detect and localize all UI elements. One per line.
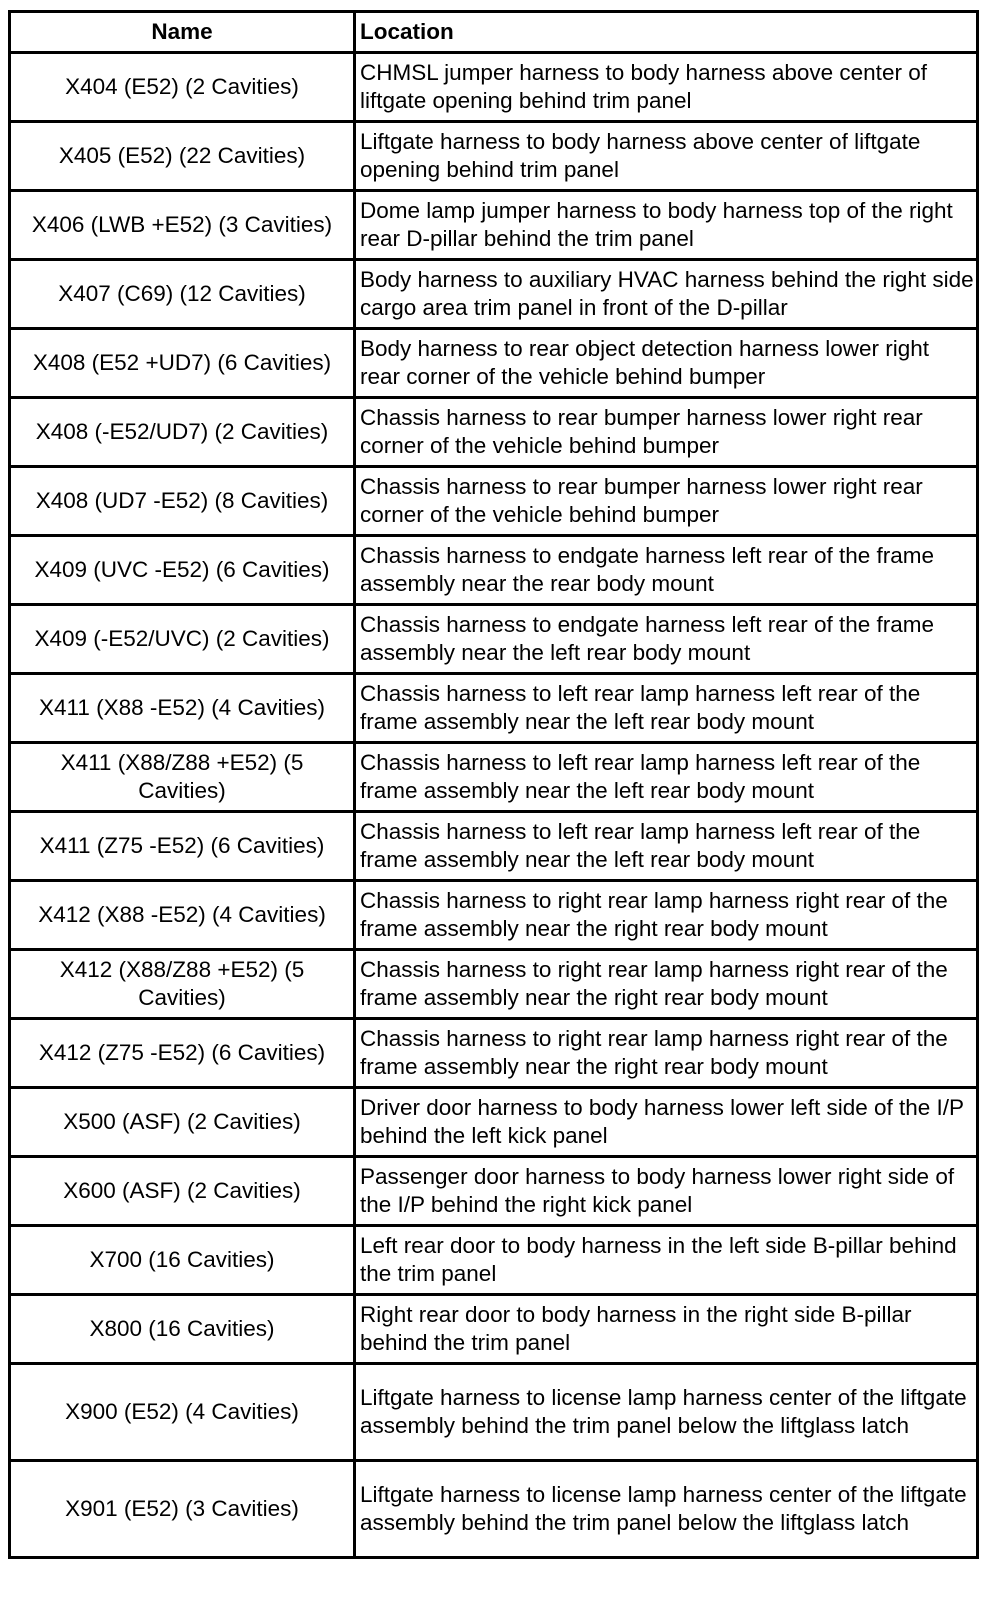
connector-location-cell: Chassis harness to right rear lamp harness right rear of the frame assembly near the right rear body mount xyxy=(355,950,978,1019)
connector-name-cell: X409 (-E52/UVC) (2 Cavities) xyxy=(10,605,355,674)
connector-location-cell: Chassis harness to endgate harness left rear of the frame assembly near the rear body mount xyxy=(355,536,978,605)
column-header-location: Location xyxy=(355,12,978,53)
table-row xyxy=(10,1157,978,1226)
table-row xyxy=(10,1226,978,1295)
table-row xyxy=(10,1088,978,1157)
connector-name-cell: X411 (X88/Z88 +E52) (5 Cavities) xyxy=(10,743,355,812)
table-row xyxy=(10,398,978,467)
connector-location-cell: Chassis harness to right rear lamp harness right rear of the frame assembly near the right rear body mount xyxy=(355,1019,978,1088)
connector-location-cell: Chassis harness to right rear lamp harness right rear of the frame assembly near the right rear body mount xyxy=(355,881,978,950)
table-row xyxy=(10,260,978,329)
connector-location-cell: Right rear door to body harness in the right side B-pillar behind the trim panel xyxy=(355,1295,978,1364)
table-row xyxy=(10,1019,978,1088)
connector-location-cell: Chassis harness to endgate harness left rear of the frame assembly near the left rear body mount xyxy=(355,605,978,674)
connector-location-table-wrapper xyxy=(8,10,976,1559)
connector-name-cell: X405 (E52) (22 Cavities) xyxy=(10,122,355,191)
table-row xyxy=(10,605,978,674)
connector-location-cell: Body harness to auxiliary HVAC harness behind the right side cargo area trim panel in front of the D-pillar xyxy=(355,260,978,329)
connector-location-cell: Dome lamp jumper harness to body harness top of the right rear D-pillar behind the trim panel xyxy=(355,191,978,260)
connector-name-cell: X800 (16 Cavities) xyxy=(10,1295,355,1364)
table-row xyxy=(10,329,978,398)
table-row xyxy=(10,191,978,260)
connector-name-cell: X408 (-E52/UD7) (2 Cavities) xyxy=(10,398,355,467)
connector-name-cell: X408 (E52 +UD7) (6 Cavities) xyxy=(10,329,355,398)
connector-location-cell: Chassis harness to rear bumper harness lower right rear corner of the vehicle behind bumper xyxy=(355,398,978,467)
connector-name-cell: X408 (UD7 -E52) (8 Cavities) xyxy=(10,467,355,536)
connector-location-cell: CHMSL jumper harness to body harness above center of liftgate opening behind trim panel xyxy=(355,53,978,122)
table-row xyxy=(10,1461,978,1558)
connector-name-cell: X600 (ASF) (2 Cavities) xyxy=(10,1157,355,1226)
connector-name-cell: X411 (Z75 -E52) (6 Cavities) xyxy=(10,812,355,881)
connector-location-cell: Chassis harness to left rear lamp harness left rear of the frame assembly near the left rear body mount xyxy=(355,743,978,812)
connector-location-cell: Liftgate harness to license lamp harness center of the liftgate assembly behind the trim panel below the liftglass latch xyxy=(355,1461,978,1558)
connector-name-cell: X409 (UVC -E52) (6 Cavities) xyxy=(10,536,355,605)
connector-name-cell: X900 (E52) (4 Cavities) xyxy=(10,1364,355,1461)
table-header-row xyxy=(10,12,978,53)
connector-name-cell: X411 (X88 -E52) (4 Cavities) xyxy=(10,674,355,743)
connector-location-cell: Liftgate harness to body harness above center of liftgate opening behind trim panel xyxy=(355,122,978,191)
connector-location-cell: Liftgate harness to license lamp harness center of the liftgate assembly behind the trim panel below the liftglass latch xyxy=(355,1364,978,1461)
connector-location-cell: Left rear door to body harness in the left side B-pillar behind the trim panel xyxy=(355,1226,978,1295)
table-row xyxy=(10,950,978,1019)
connector-name-cell: X412 (X88 -E52) (4 Cavities) xyxy=(10,881,355,950)
table-row xyxy=(10,743,978,812)
connector-name-cell: X412 (X88/Z88 +E52) (5 Cavities) xyxy=(10,950,355,1019)
connector-location-table xyxy=(8,10,979,1559)
connector-name-cell: X406 (LWB +E52) (3 Cavities) xyxy=(10,191,355,260)
table-row xyxy=(10,1295,978,1364)
connector-name-cell: X407 (C69) (12 Cavities) xyxy=(10,260,355,329)
connector-name-cell: X412 (Z75 -E52) (6 Cavities) xyxy=(10,1019,355,1088)
connector-location-cell: Body harness to rear object detection harness lower right rear corner of the vehicle behind bumper xyxy=(355,329,978,398)
table-row xyxy=(10,1364,978,1461)
table-row xyxy=(10,536,978,605)
connector-name-cell: X500 (ASF) (2 Cavities) xyxy=(10,1088,355,1157)
column-header-name: Name xyxy=(10,12,355,53)
connector-location-cell: Chassis harness to rear bumper harness lower right rear corner of the vehicle behind bumper xyxy=(355,467,978,536)
table-row xyxy=(10,467,978,536)
connector-name-cell: X901 (E52) (3 Cavities) xyxy=(10,1461,355,1558)
connector-name-cell: X404 (E52) (2 Cavities) xyxy=(10,53,355,122)
table-row xyxy=(10,122,978,191)
connector-location-cell: Passenger door harness to body harness lower right side of the I/P behind the right kick panel xyxy=(355,1157,978,1226)
table-row xyxy=(10,53,978,122)
table-row xyxy=(10,812,978,881)
connector-location-cell: Chassis harness to left rear lamp harness left rear of the frame assembly near the left rear body mount xyxy=(355,812,978,881)
connector-location-cell: Driver door harness to body harness lower left side of the I/P behind the left kick panel xyxy=(355,1088,978,1157)
table-row xyxy=(10,881,978,950)
connector-name-cell: X700 (16 Cavities) xyxy=(10,1226,355,1295)
table-row xyxy=(10,674,978,743)
connector-location-cell: Chassis harness to left rear lamp harness left rear of the frame assembly near the left rear body mount xyxy=(355,674,978,743)
